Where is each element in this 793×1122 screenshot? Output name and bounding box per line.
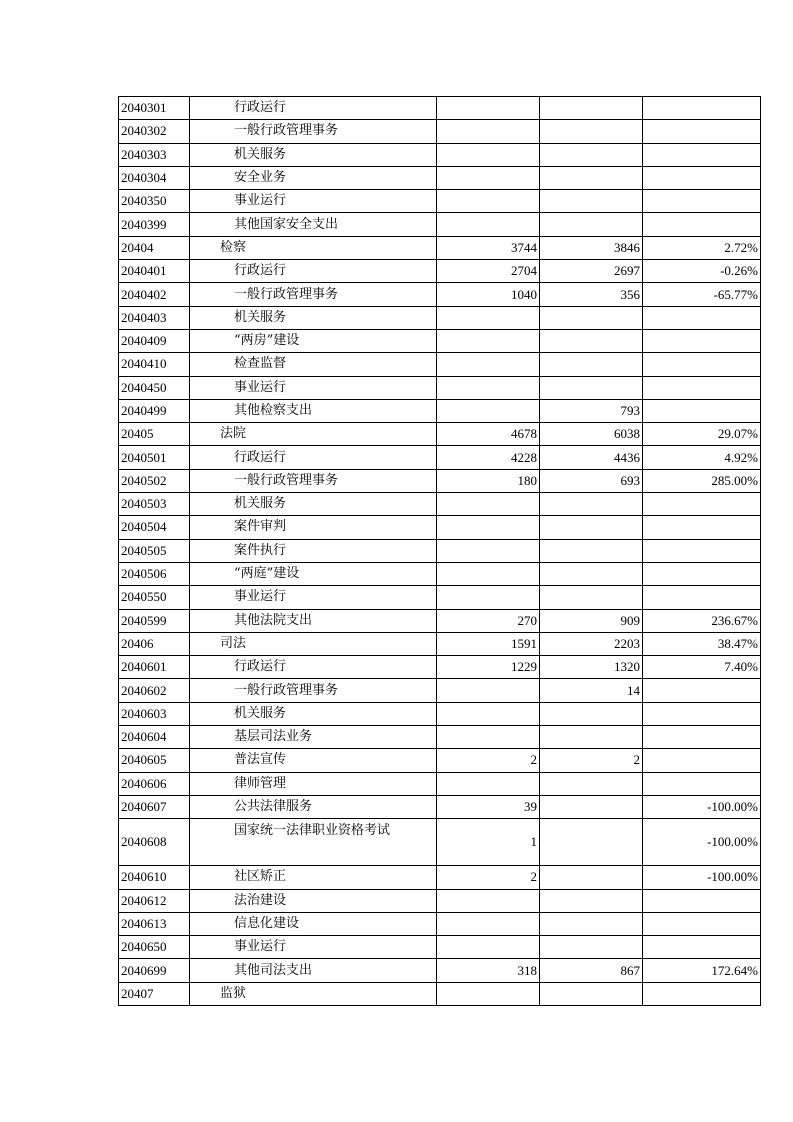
previous-amount-cell: 2	[437, 866, 540, 889]
code-cell: 2040550	[119, 586, 190, 609]
previous-amount-cell: 270	[437, 609, 540, 632]
code-cell: 20405	[119, 423, 190, 446]
item-name-cell: 行政运行	[190, 446, 437, 469]
previous-amount-cell	[437, 493, 540, 516]
code-cell: 20406	[119, 632, 190, 655]
code-cell: 2040607	[119, 795, 190, 818]
previous-amount-cell: 3744	[437, 236, 540, 259]
change-percent-cell	[643, 982, 761, 1005]
change-percent-cell	[643, 772, 761, 795]
item-name-cell: 事业运行	[190, 190, 437, 213]
code-cell: 2040403	[119, 306, 190, 329]
item-name-cell: 一般行政管理事务	[190, 679, 437, 702]
current-amount-cell	[540, 912, 643, 935]
code-cell: 2040608	[119, 819, 190, 866]
change-percent-cell: 38.47%	[643, 632, 761, 655]
current-amount-cell	[540, 866, 643, 889]
table-row	[119, 936, 761, 959]
item-name-cell: 案件审判	[190, 516, 437, 539]
table-row	[119, 772, 761, 795]
previous-amount-cell	[437, 353, 540, 376]
code-cell: 2040399	[119, 213, 190, 236]
previous-amount-cell	[437, 726, 540, 749]
code-cell: 2040350	[119, 190, 190, 213]
change-percent-cell: 285.00%	[643, 469, 761, 492]
code-cell: 2040650	[119, 936, 190, 959]
current-amount-cell: 793	[540, 399, 643, 422]
previous-amount-cell: 1591	[437, 632, 540, 655]
change-percent-cell: 29.07%	[643, 423, 761, 446]
table-row	[119, 795, 761, 818]
table-row	[119, 399, 761, 422]
previous-amount-cell	[437, 376, 540, 399]
change-percent-cell	[643, 889, 761, 912]
item-name-cell: 机关服务	[190, 143, 437, 166]
item-name-cell: 律师管理	[190, 772, 437, 795]
item-name-cell: “两房”建设	[190, 329, 437, 352]
previous-amount-cell	[437, 120, 540, 143]
current-amount-cell	[540, 726, 643, 749]
item-name-cell: “两庭”建设	[190, 562, 437, 585]
change-percent-cell: 2.72%	[643, 236, 761, 259]
current-amount-cell	[540, 143, 643, 166]
previous-amount-cell	[437, 213, 540, 236]
table-row	[119, 120, 761, 143]
table-row	[119, 866, 761, 889]
item-name-cell: 检察	[190, 236, 437, 259]
table-row	[119, 749, 761, 772]
code-cell: 2040603	[119, 702, 190, 725]
item-name-cell: 法治建设	[190, 889, 437, 912]
change-percent-cell	[643, 143, 761, 166]
item-name-cell: 社区矫正	[190, 866, 437, 889]
table-row	[119, 562, 761, 585]
change-percent-cell: 172.64%	[643, 959, 761, 982]
current-amount-cell: 6038	[540, 423, 643, 446]
current-amount-cell	[540, 516, 643, 539]
change-percent-cell	[643, 586, 761, 609]
item-name-cell: 案件执行	[190, 539, 437, 562]
code-cell: 2040505	[119, 539, 190, 562]
previous-amount-cell: 4228	[437, 446, 540, 469]
table-row	[119, 656, 761, 679]
change-percent-cell: 4.92%	[643, 446, 761, 469]
previous-amount-cell	[437, 399, 540, 422]
current-amount-cell	[540, 190, 643, 213]
code-cell: 2040302	[119, 120, 190, 143]
previous-amount-cell	[437, 166, 540, 189]
previous-amount-cell: 1229	[437, 656, 540, 679]
current-amount-cell	[540, 97, 643, 120]
previous-amount-cell	[437, 562, 540, 585]
table-row	[119, 423, 761, 446]
code-cell: 2040599	[119, 609, 190, 632]
change-percent-cell	[643, 912, 761, 935]
table-row	[119, 260, 761, 283]
code-cell: 2040610	[119, 866, 190, 889]
previous-amount-cell: 2704	[437, 260, 540, 283]
item-name-cell: 其他司法支出	[190, 959, 437, 982]
change-percent-cell: -100.00%	[643, 866, 761, 889]
current-amount-cell: 1320	[540, 656, 643, 679]
current-amount-cell	[540, 772, 643, 795]
code-cell: 2040450	[119, 376, 190, 399]
table-row	[119, 982, 761, 1005]
previous-amount-cell	[437, 190, 540, 213]
change-percent-cell	[643, 702, 761, 725]
change-percent-cell: 236.67%	[643, 609, 761, 632]
item-name-cell: 行政运行	[190, 260, 437, 283]
code-cell: 2040401	[119, 260, 190, 283]
budget-table	[118, 96, 761, 1006]
table-row	[119, 726, 761, 749]
current-amount-cell	[540, 586, 643, 609]
previous-amount-cell	[437, 97, 540, 120]
item-name-cell: 司法	[190, 632, 437, 655]
previous-amount-cell	[437, 143, 540, 166]
current-amount-cell	[540, 702, 643, 725]
item-name-cell: 一般行政管理事务	[190, 120, 437, 143]
current-amount-cell	[540, 562, 643, 585]
item-name-cell: 信息化建设	[190, 912, 437, 935]
item-name-cell: 其他检察支出	[190, 399, 437, 422]
table-row	[119, 539, 761, 562]
code-cell: 2040601	[119, 656, 190, 679]
code-cell: 2040410	[119, 353, 190, 376]
table-row	[119, 493, 761, 516]
table-row	[119, 609, 761, 632]
item-name-cell: 国家统一法律职业资格考试	[190, 819, 437, 866]
code-cell: 2040409	[119, 329, 190, 352]
item-name-cell: 行政运行	[190, 656, 437, 679]
table-row	[119, 236, 761, 259]
code-cell: 2040506	[119, 562, 190, 585]
table-row	[119, 376, 761, 399]
current-amount-cell: 2	[540, 749, 643, 772]
budget-table-body	[119, 97, 761, 1006]
item-name-cell: 法院	[190, 423, 437, 446]
code-cell: 2040602	[119, 679, 190, 702]
item-name-cell: 安全业务	[190, 166, 437, 189]
current-amount-cell	[540, 795, 643, 818]
previous-amount-cell: 180	[437, 469, 540, 492]
previous-amount-cell	[437, 889, 540, 912]
current-amount-cell	[540, 329, 643, 352]
item-name-cell: 检查监督	[190, 353, 437, 376]
change-percent-cell	[643, 97, 761, 120]
table-row	[119, 469, 761, 492]
current-amount-cell	[540, 353, 643, 376]
table-row	[119, 446, 761, 469]
table-row	[119, 306, 761, 329]
item-name-cell: 事业运行	[190, 936, 437, 959]
change-percent-cell	[643, 749, 761, 772]
current-amount-cell: 2203	[540, 632, 643, 655]
table-row	[119, 283, 761, 306]
item-name-cell: 机关服务	[190, 702, 437, 725]
current-amount-cell	[540, 889, 643, 912]
previous-amount-cell: 1040	[437, 283, 540, 306]
code-cell: 2040606	[119, 772, 190, 795]
change-percent-cell	[643, 306, 761, 329]
change-percent-cell	[643, 562, 761, 585]
change-percent-cell	[643, 166, 761, 189]
table-row	[119, 213, 761, 236]
previous-amount-cell	[437, 702, 540, 725]
current-amount-cell	[540, 120, 643, 143]
current-amount-cell: 867	[540, 959, 643, 982]
change-percent-cell	[643, 376, 761, 399]
table-row	[119, 329, 761, 352]
current-amount-cell: 909	[540, 609, 643, 632]
current-amount-cell	[540, 493, 643, 516]
item-name-cell: 机关服务	[190, 306, 437, 329]
change-percent-cell	[643, 190, 761, 213]
previous-amount-cell: 4678	[437, 423, 540, 446]
item-name-cell: 一般行政管理事务	[190, 283, 437, 306]
previous-amount-cell: 39	[437, 795, 540, 818]
item-name-cell: 普法宣传	[190, 749, 437, 772]
change-percent-cell	[643, 493, 761, 516]
current-amount-cell	[540, 819, 643, 866]
table-row	[119, 97, 761, 120]
change-percent-cell	[643, 679, 761, 702]
change-percent-cell	[643, 539, 761, 562]
current-amount-cell	[540, 936, 643, 959]
change-percent-cell	[643, 726, 761, 749]
previous-amount-cell	[437, 329, 540, 352]
change-percent-cell: -65.77%	[643, 283, 761, 306]
code-cell: 2040604	[119, 726, 190, 749]
previous-amount-cell	[437, 679, 540, 702]
table-row	[119, 190, 761, 213]
item-name-cell: 事业运行	[190, 586, 437, 609]
code-cell: 2040612	[119, 889, 190, 912]
code-cell: 2040503	[119, 493, 190, 516]
code-cell: 2040402	[119, 283, 190, 306]
code-cell: 2040502	[119, 469, 190, 492]
code-cell: 2040304	[119, 166, 190, 189]
change-percent-cell: -100.00%	[643, 795, 761, 818]
previous-amount-cell	[437, 912, 540, 935]
current-amount-cell	[540, 306, 643, 329]
previous-amount-cell	[437, 772, 540, 795]
item-name-cell: 行政运行	[190, 97, 437, 120]
table-row	[119, 702, 761, 725]
previous-amount-cell: 318	[437, 959, 540, 982]
table-row	[119, 353, 761, 376]
current-amount-cell	[540, 376, 643, 399]
code-cell: 2040699	[119, 959, 190, 982]
change-percent-cell	[643, 213, 761, 236]
change-percent-cell	[643, 353, 761, 376]
item-name-cell: 机关服务	[190, 493, 437, 516]
previous-amount-cell	[437, 586, 540, 609]
code-cell: 20404	[119, 236, 190, 259]
previous-amount-cell	[437, 306, 540, 329]
current-amount-cell: 14	[540, 679, 643, 702]
code-cell: 2040501	[119, 446, 190, 469]
code-cell: 20407	[119, 982, 190, 1005]
change-percent-cell: -0.26%	[643, 260, 761, 283]
change-percent-cell	[643, 329, 761, 352]
item-name-cell: 公共法律服务	[190, 795, 437, 818]
code-cell: 2040301	[119, 97, 190, 120]
item-name-cell: 监狱	[190, 982, 437, 1005]
current-amount-cell	[540, 982, 643, 1005]
item-name-cell: 基层司法业务	[190, 726, 437, 749]
item-name-cell: 一般行政管理事务	[190, 469, 437, 492]
current-amount-cell: 4436	[540, 446, 643, 469]
change-percent-cell	[643, 120, 761, 143]
previous-amount-cell	[437, 982, 540, 1005]
table-row	[119, 516, 761, 539]
table-row	[119, 912, 761, 935]
previous-amount-cell	[437, 936, 540, 959]
table-row	[119, 889, 761, 912]
previous-amount-cell	[437, 539, 540, 562]
code-cell: 2040303	[119, 143, 190, 166]
table-row	[119, 586, 761, 609]
table-row	[119, 959, 761, 982]
table-row	[119, 679, 761, 702]
current-amount-cell: 693	[540, 469, 643, 492]
change-percent-cell: 7.40%	[643, 656, 761, 679]
current-amount-cell	[540, 166, 643, 189]
code-cell: 2040605	[119, 749, 190, 772]
current-amount-cell: 2697	[540, 260, 643, 283]
code-cell: 2040504	[119, 516, 190, 539]
table-row	[119, 166, 761, 189]
item-name-cell: 其他国家安全支出	[190, 213, 437, 236]
table-row	[119, 819, 761, 866]
item-name-cell: 其他法院支出	[190, 609, 437, 632]
previous-amount-cell: 1	[437, 819, 540, 866]
change-percent-cell	[643, 516, 761, 539]
table-row	[119, 632, 761, 655]
change-percent-cell	[643, 399, 761, 422]
current-amount-cell	[540, 213, 643, 236]
change-percent-cell	[643, 936, 761, 959]
previous-amount-cell	[437, 516, 540, 539]
item-name-cell: 事业运行	[190, 376, 437, 399]
change-percent-cell: -100.00%	[643, 819, 761, 866]
current-amount-cell: 3846	[540, 236, 643, 259]
current-amount-cell	[540, 539, 643, 562]
previous-amount-cell: 2	[437, 749, 540, 772]
table-row	[119, 143, 761, 166]
code-cell: 2040499	[119, 399, 190, 422]
current-amount-cell: 356	[540, 283, 643, 306]
code-cell: 2040613	[119, 912, 190, 935]
